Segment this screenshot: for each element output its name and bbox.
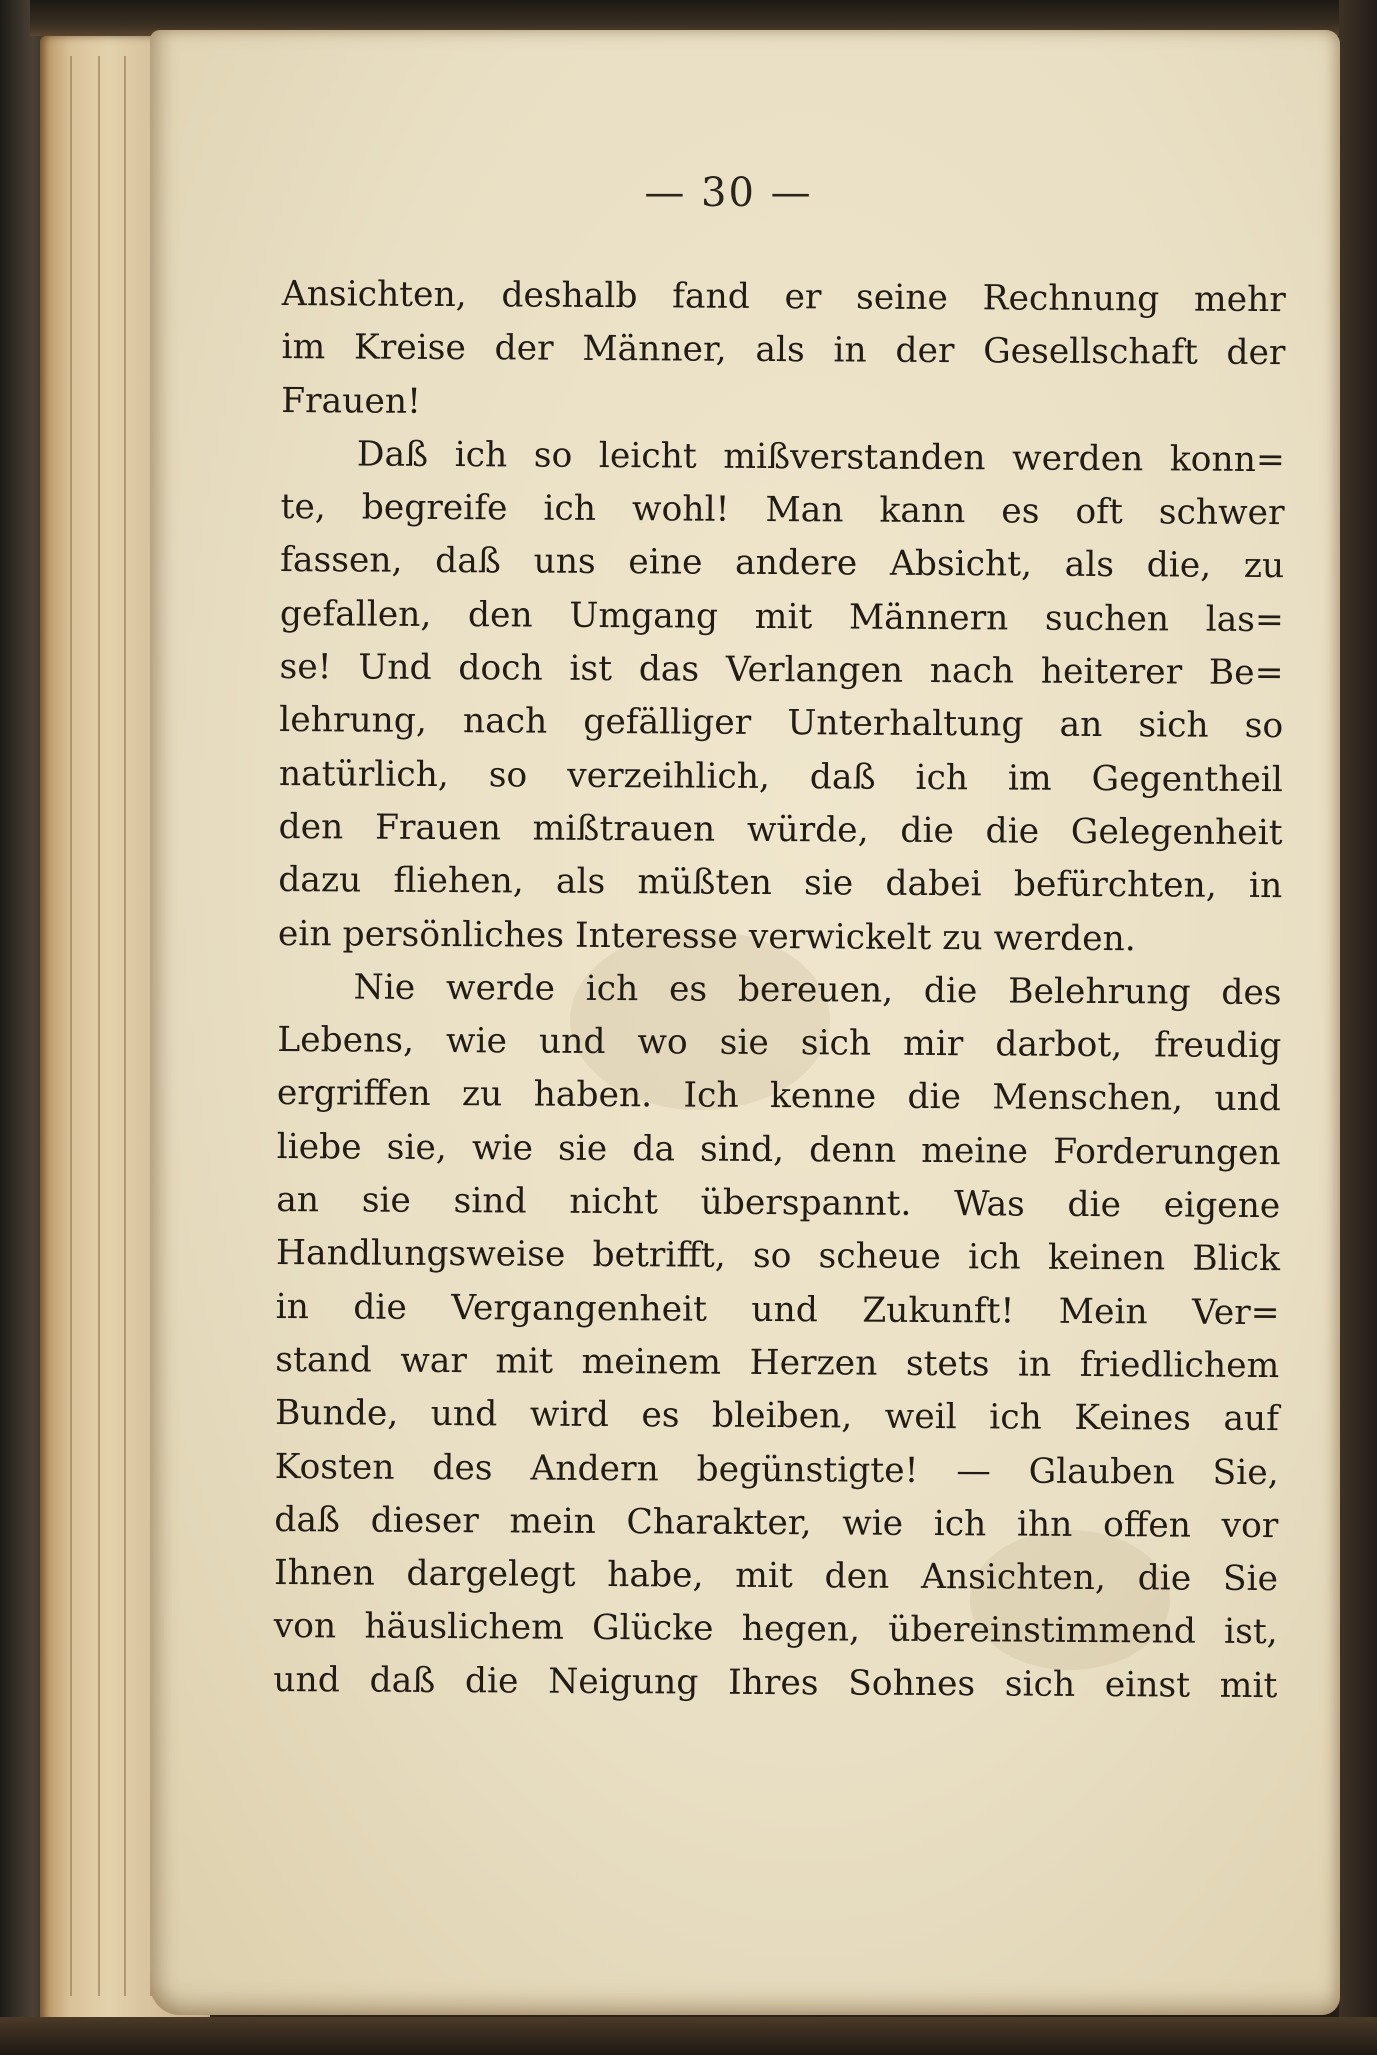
text-line: te, begreife ich wohl! Man kann es oft schwer bbox=[280, 487, 1285, 534]
text-line: lehrung, nach gefälliger Unterhaltung an sich so bbox=[279, 700, 1284, 747]
text-line: Frauen! bbox=[281, 380, 422, 422]
text-line: natürlich, so verzeihlich, daß ich im Gegentheil bbox=[278, 753, 1284, 800]
page-edge-line bbox=[70, 56, 72, 1996]
text-line: im Kreise der Männer, als in der Gesellschaft der bbox=[281, 327, 1286, 374]
text-line: Handlungsweise betrifft, so scheue ich keinen Blick bbox=[275, 1233, 1281, 1280]
text-line: ergriffen zu haben. Ich kenne die Menschen, und bbox=[276, 1073, 1282, 1120]
text-line: daß dieser mein Charakter, wie ich ihn offen vor bbox=[274, 1499, 1279, 1546]
text-line: se! Und doch ist das Verlangen nach heiterer Be= bbox=[279, 647, 1284, 694]
text-line: an sie sind nicht überspannt. Was die eigene bbox=[276, 1180, 1281, 1227]
text-line: Ansichten, deshalb fand er seine Rechnung mehr bbox=[281, 273, 1286, 321]
text-line: und daß die Neigung Ihres Sohnes sich einst mit bbox=[273, 1659, 1278, 1706]
text-line: in die Vergangenheit und Zukunft! Mein Ver= bbox=[275, 1286, 1280, 1333]
text-line: ein persönliches Interesse verwickelt zu werden. bbox=[277, 913, 1136, 959]
text-line: fassen, daß uns eine andere Absicht, als die, zu bbox=[280, 540, 1285, 587]
bottom-page-edge bbox=[0, 2017, 1377, 2055]
text-line: Nie werde ich es bereuen, die Belehrung des bbox=[353, 967, 1282, 1013]
text-line: dazu fliehen, als müßten sie dabei befürchten, in bbox=[278, 860, 1283, 907]
text-line: den Frauen mißtrauen würde, die die Gelegenheit bbox=[278, 806, 1283, 854]
text-line: liebe sie, wie sie da sind, denn meine Forderungen bbox=[276, 1126, 1281, 1173]
text-line: Bunde, und wird es bleiben, weil ich Keines auf bbox=[274, 1393, 1280, 1440]
page-edge-line bbox=[98, 56, 100, 1996]
text-line: Daß ich so leicht mißverstanden werden konn= bbox=[356, 434, 1285, 481]
text-line: Ihnen dargelegt habe, mit den Ansichten, die Sie bbox=[273, 1553, 1279, 1600]
page-number: — 30 — bbox=[644, 170, 813, 216]
body-text bbox=[273, 268, 1286, 1713]
text-line: von häuslichem Glücke hegen, übereinstimmend ist, bbox=[273, 1606, 1278, 1653]
right-page-edge bbox=[1339, 0, 1377, 2055]
page-edge-line bbox=[124, 56, 126, 1996]
text-line: Lebens, wie und wo sie sich mir darbot, freudig bbox=[277, 1020, 1282, 1067]
text-line: gefallen, den Umgang mit Männern suchen las= bbox=[279, 593, 1284, 640]
text-line: stand war mit meinem Herzen stets in friedlichem bbox=[275, 1339, 1280, 1387]
text-line: Kosten des Andern begünstigte! — Glauben Sie, bbox=[274, 1446, 1279, 1493]
